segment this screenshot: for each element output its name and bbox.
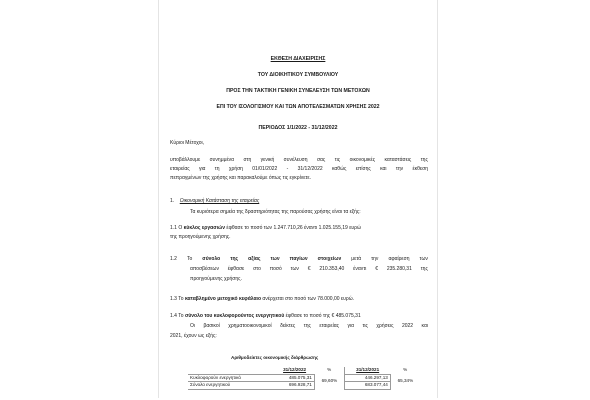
word: € [307, 266, 311, 272]
word: έκθεση [412, 166, 428, 172]
word: οικονομικές [349, 157, 376, 163]
word: σύνολο [202, 256, 221, 262]
ratios-table [188, 367, 420, 390]
word: την [395, 166, 404, 172]
ratios-table-title: Αριθμοδείκτες οικονομικής διάρθρωσης [231, 355, 319, 360]
word: των [419, 256, 428, 262]
word: των [270, 256, 280, 262]
word: 01/01/2022 [252, 166, 278, 172]
word: αφαίρεση [388, 256, 410, 262]
para-keyword: σύνολο του κυκλοφορούντος ενεργητικού [184, 313, 285, 319]
para-keyword: κύκλος εργασιών [183, 225, 226, 231]
word: αξίας [248, 256, 261, 262]
intro-line-2 [170, 166, 428, 172]
word: 1.2 [170, 256, 177, 262]
intro-line-3: πεπραγμένων της χρήσης και παρακαλούμε όπως τις εγκρίνετε. [170, 175, 312, 181]
word: στοιχείων [317, 256, 342, 262]
greeting: Κύριοι Μέτοχοι, [170, 140, 205, 146]
row-value-2021: 683.077,44 [345, 382, 391, 390]
para-prefix: 1.3 Το [170, 296, 184, 302]
row-value-2021: 446.297,13 [345, 374, 391, 382]
paragraph-1-3 [170, 296, 354, 302]
row-value-2022: 485.075,31 [275, 374, 315, 382]
word: γενική [260, 157, 275, 163]
word: για [198, 166, 206, 172]
section-1-heading [170, 198, 259, 204]
table-row [188, 382, 420, 390]
table-header-row [188, 367, 420, 374]
word: παγίων [289, 256, 308, 262]
word: € [375, 266, 378, 272]
para-prefix: 1.4 Το [170, 313, 184, 319]
word: υποβάλλουμε [170, 157, 201, 163]
header-2021: 31/12/2021 [345, 367, 391, 374]
word: χρήσεις [376, 323, 394, 329]
pct-2022: 69,60% [314, 374, 344, 389]
paragraph-1-2-line-2 [190, 266, 428, 272]
word: της [420, 266, 428, 272]
word: Οι [190, 323, 195, 329]
word: μετά [351, 256, 362, 262]
report-subtitle-assembly: ΠΡΟΣ ΤΗΝ ΤΑΚΤΙΚΗ ΓΕΝΙΚΗ ΣΥΝΕΛΕΥΣΗ ΤΩΝ ΜΕΤΟΧΩΝ [226, 88, 370, 94]
word: 210.353,40 [319, 266, 345, 272]
row-label: Κυκλοφορούν ενεργητικό [188, 374, 275, 382]
ratios-intro-line-1 [190, 323, 428, 329]
header-pct-2022: % [327, 367, 332, 373]
word: χρηματοοικονομικοί [228, 323, 272, 329]
intro-line-1 [170, 157, 428, 163]
word: 31/12/2022 [297, 166, 323, 172]
word: συνέλευση [283, 157, 308, 163]
report-period: ΠΕΡΙΟΔΟΣ 1/1/2022 - 31/12/2022 [258, 125, 338, 131]
word: χρήση [228, 166, 243, 172]
word: συνημμένα [209, 157, 235, 163]
table-row [188, 374, 420, 382]
pct-2021: 65,34% [390, 374, 420, 389]
ratios-intro-line-2: 2021, έχουν ως εξής: [170, 333, 217, 339]
section-title: Οικονομική Κατάσταση της εταιρείας [179, 198, 260, 204]
word: έφθασε [227, 266, 245, 272]
para-prefix: 1.1 Ο [170, 225, 183, 231]
row-label: Σύνολο ενεργητικού [188, 382, 275, 390]
word: τις [334, 157, 341, 163]
word: έναντι [353, 266, 367, 272]
header-2022: 31/12/2022 [283, 367, 307, 372]
word: δείκτες [280, 323, 296, 329]
word: στο [253, 266, 261, 272]
report-title: ΕΚΘΕΣΗ ΔΙΑΧΕΙΡΙΣΗΣ [270, 56, 326, 62]
paragraph-1-2-line-1 [170, 256, 428, 262]
word: εταιρείας [170, 166, 190, 172]
word: σας [316, 157, 326, 163]
paragraph-1-1-cont: της προηγούμενης χρήσης. [170, 234, 231, 240]
word: 2022 [401, 323, 414, 329]
word: βασικοί [203, 323, 220, 329]
word: της [420, 157, 428, 163]
report-subtitle-balance: ΕΠΙ ΤΟΥ ΙΣΟΛΟΓΙΣΜΟΥ ΚΑΙ ΤΩΝ ΑΠΟΤΕΛΕΣΜΑΤΩΝ ΧΡΗΣΗΣ 2022 [216, 104, 380, 110]
para-keyword: καταβλημένο μετοχικό κεφάλαιο [184, 296, 262, 302]
word: αποσβέσεων [190, 266, 219, 272]
word: για [347, 323, 354, 329]
word: - [286, 166, 289, 172]
word: της [230, 256, 239, 262]
section-number: 1. [170, 198, 175, 204]
word: των [290, 266, 299, 272]
word: επίσης [355, 166, 371, 172]
word: Το [186, 256, 193, 262]
word: τις [362, 323, 368, 329]
para-text: έφθασε το ποσό των 1.247.710,26 έναντι 1.025.155,19 ευρώ [226, 225, 361, 231]
report-subtitle-board: ΤΟΥ ΔΙΟΙΚΗΤΙΚΟΥ ΣΥΜΒΟΥΛΙΟΥ [257, 72, 339, 78]
word: και [380, 166, 387, 172]
paragraph-1-4 [170, 313, 361, 319]
row-value-2022: 696.928,71 [275, 382, 315, 390]
word: τη [214, 166, 220, 172]
paragraph-1-1 [170, 225, 361, 231]
word: και [421, 323, 428, 329]
para-text: έφθασε το ποσό της € 485.075,31 [285, 313, 361, 319]
header-spacer [188, 367, 275, 374]
word: καταστάσεις [384, 157, 412, 163]
word: καθώς [331, 166, 347, 172]
word: 235.280,31 [386, 266, 412, 272]
paragraph-1-2-line-3: προηγούμενης χρήσης. [190, 276, 242, 282]
section-1-lead: Τα κυριότερα σημεία της δραστηριότητας της παρούσας χρήσης είναι τα εξής: [190, 209, 361, 215]
header-pct-2021: % [403, 367, 408, 373]
word: της [303, 323, 311, 329]
word: στη [243, 157, 252, 163]
para-text: ανέρχεται στο ποσό των 78.000,00 ευρώ. [262, 296, 355, 302]
word: την [371, 256, 379, 262]
word: εταιρείας [319, 323, 340, 329]
word: ποσό [269, 266, 282, 272]
